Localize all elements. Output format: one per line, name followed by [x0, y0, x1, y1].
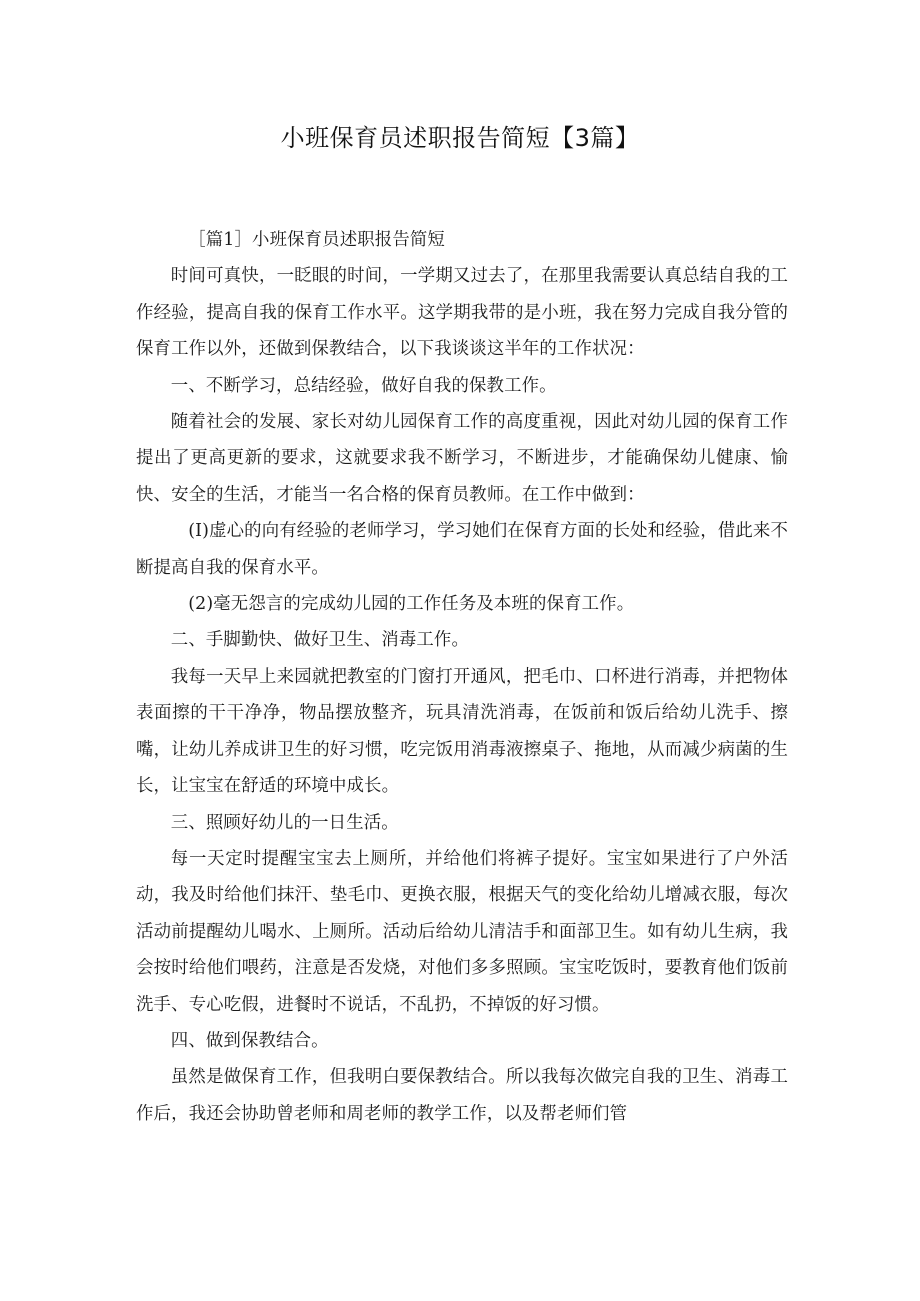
paragraph: 时间可真快，一眨眼的时间，一学期又过去了，在那里我需要认真总结自我的工作经验，提高自我的保育工作水平。这学期我带的是小班，我在努力完成自我分管的保育工作以外，还做到保教结合，以下我谈谈这半年的工作状况：: [136, 266, 788, 360]
section-heading: 二、手脚勤快、做好卫生、消毒工作。: [170, 630, 469, 651]
list-item: (I)虚心的向有经验的老师学习，学习她们在保育方面的长处和经验，借此来不断提高自我的保育水平。: [136, 521, 788, 578]
section-heading: 三、照顾好幼儿的一日生活。: [170, 812, 399, 833]
section-heading: 四、做到保教结合。: [170, 1030, 329, 1051]
paragraph: 每一天定时提醒宝宝去上厕所，并给他们将裤子提好。宝宝如果进行了户外活动，我及时给他们抹汗、垫毛巾、更换衣服，根据天气的变化给幼儿增减衣服，每次活动前提醒幼儿喝水、上厕所。活动后给幼儿清洁手和面部卫生。如有幼儿生病，我会按时给他们喂药，注意是否发烧，对他们多多照顾。宝宝吃饭时，要教育他们饭前洗手、专心吃假，进餐时不说话，不乱扔，不掉饭的好习惯。: [136, 848, 788, 1015]
paragraph: 虽然是做保育工作，但我明白要保教结合。所以我每次做完自我的卫生、消毒工作后，我还会协助曾老师和周老师的教学工作，以及帮老师们管: [136, 1067, 788, 1124]
section-subtitle: ［篇1］小班保育员述职报告简短: [188, 230, 445, 250]
section-heading: 一、不断学习，总结经验，做好自我的保教工作。: [170, 375, 557, 396]
document-title: 小班保育员述职报告简短【3篇】: [280, 124, 640, 152]
paragraph: 随着社会的发展、家长对幼儿园保育工作的高度重视，因此对幼儿园的保育工作提出了更高更新的要求，这就要求我不断学习，不断进步，才能确保幼儿健康、愉快、安全的生活，才能当一名合格的保育员教师。在工作中做到：: [136, 412, 788, 505]
list-item: (2)毫无怨言的完成幼儿园的工作任务及本班的保育工作。: [188, 594, 635, 615]
paragraph: 我每一天早上来园就把教室的门窗打开通风，把毛巾、口杯进行消毒，并把物体表面擦的干干净净，物品摆放整齐，玩具清洗消毒，在饭前和饭后给幼儿洗手、擦嘴，让幼儿养成讲卫生的好习惯，吃完饭用消毒液擦桌子、拖地，从而减少病菌的生长，让宝宝在舒适的环境中成长。: [136, 666, 788, 797]
document-body: [136, 222, 788, 1132]
